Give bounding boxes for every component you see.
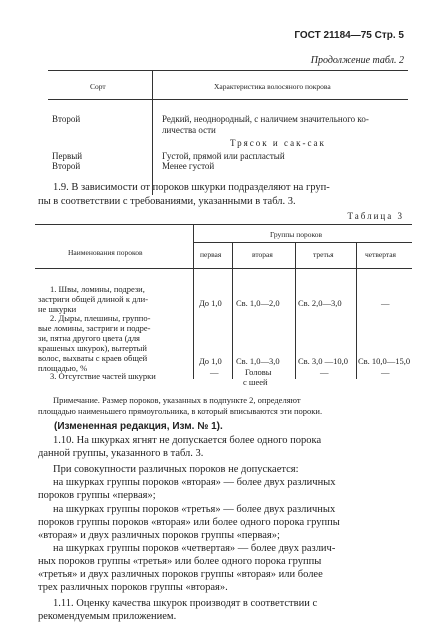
table-3-row-1-value: До 1,0 [199,298,222,308]
table-3-group-label: первая [200,250,222,259]
table-3-col-name: Наименования пороков [68,248,143,257]
paragraph-list-line: пороков группы пороков «вторая» или более одного порока группы [38,517,340,528]
table-3-row-1-text: застриги общей длиной к дли- [38,294,149,304]
table-3-row-1-value: Св. 1,0—2,0 [236,298,280,308]
table-2-row-sort: Первый [52,151,83,161]
table-2-subheading: Трясок и сак-сак [230,138,326,148]
table-3-row-2-text: волос, выхваты с краев общей [38,353,148,363]
table-3-row-2-value: Св. 10,0—15,0 [358,356,411,366]
table-3-row-2-text: вые ломины, застриги и подре- [38,323,151,333]
table-3-row-2-text: 2. Дыры, плешины, группо- [50,313,151,323]
paragraph-list-line: на шкурках группы пороков «четвертая» — более двух различ- [53,543,336,554]
table-3-group-label: третья [313,250,334,259]
paragraph-list-line: «вторая» и двух различных пороков группы «первая»; [38,530,280,541]
table-2-col-sort: Сорт [90,82,106,91]
paragraph-1-9-line: пы в соответствии с требованиями, указанными в табл. 3. [38,196,296,207]
table-2-row-sort: Второй [52,161,81,171]
table-3-row-2-value: Св. 1,0—3,0 [236,356,280,366]
paragraph-1-10-line: данной группы, указанного в табл. 3. [38,448,204,459]
page-header: ГОСТ 21184—75 Стр. 5 [294,30,404,41]
table-3-note-line: площадью наименьшего прямоугольника, в который вписываются эти пороки. [38,406,323,416]
table-3-row-3-text: 3. Отсутствие частей шкурки [50,371,156,381]
table-3-row-1-value: Св. 2,0—3,0 [298,298,342,308]
paragraph-1-9-line: 1.9. В зависимости от пороков шкурки подразделяют на груп- [53,182,330,193]
table-3-row-3-value: — [210,367,219,377]
paragraph-list-line: «третья» и двух различных пороков группы «вторая» или более [38,569,323,580]
table-continuation-label: Продолжение табл. 2 [310,55,404,66]
table-2-row-char-line: личества ости [162,125,216,135]
table-3-row-1-text: 1. Швы, ломины, подрези, [50,284,145,294]
table-3-group-label: четвертая [365,250,397,259]
paragraph-combo: При совокупности различных пороков не допускается: [53,464,299,475]
paragraph-list-line: на шкурках группы пороков «третья» — более двух различных [53,504,336,515]
table-3-row-3-value-extra: с шеей [243,377,268,387]
paragraph-1-10-line: 1.10. На шкурках ягнят не допускается более одного порока [53,435,322,446]
paragraph-list-line: пороков группы «первая»; [38,490,156,501]
paragraph-list-line: трех различных пороков группы «вторая». [38,582,228,593]
table-2-col-characteristic: Характеристика волосяного покрова [214,82,331,91]
table-3-row-2-text: крашеных шкурок), вытертый [38,343,147,353]
table-3-row-3-value: Головы [245,367,272,377]
paragraph-list-line: ных пороков группы «третья» или более одного порока группы [38,556,322,567]
table-3-row-2-text: зи, пятна другого цвета (для [38,333,140,343]
table-3-caption: Таблица 3 [347,211,404,221]
table-3-row-1-value: — [381,298,390,308]
table-2-row-char: Густой, прямой или распластый [162,151,285,161]
table-2-row-sort: Второй [52,114,81,124]
table-3-row-2-value: До 1,0 [199,356,222,366]
table-3-note-line: Примечание. Размер пороков, указанных в подпункте 2, определяют [53,395,301,405]
paragraph-1-11-line: рекомендуемым приложением. [38,611,177,622]
table-3-row-2-value: Св. 3,0 —10,0 [298,356,349,366]
table-3-row-3-value: — [381,367,390,377]
table-2-row-char: Менее густой [162,161,215,171]
table-3-row-3-value: — [320,367,329,377]
paragraph-list-line: на шкурках группы пороков «вторая» — более двух различных [53,477,336,488]
paragraph-1-11-line: 1.11. Оценку качества шкурок производят в соответствии с [53,598,318,609]
table-3-group-label: вторая [252,250,273,259]
table-3-row-2-text: площадью, % [38,363,88,373]
table-3-groups-header: Группы пороков [270,230,323,239]
amendment-note: (Измененная редакция, Изм. № 1). [54,421,223,432]
table-3-row-1-text: не шкурки [38,304,77,314]
table-2-row-char-line: Редкий, неоднородный, с наличием значительного ко- [162,114,369,124]
